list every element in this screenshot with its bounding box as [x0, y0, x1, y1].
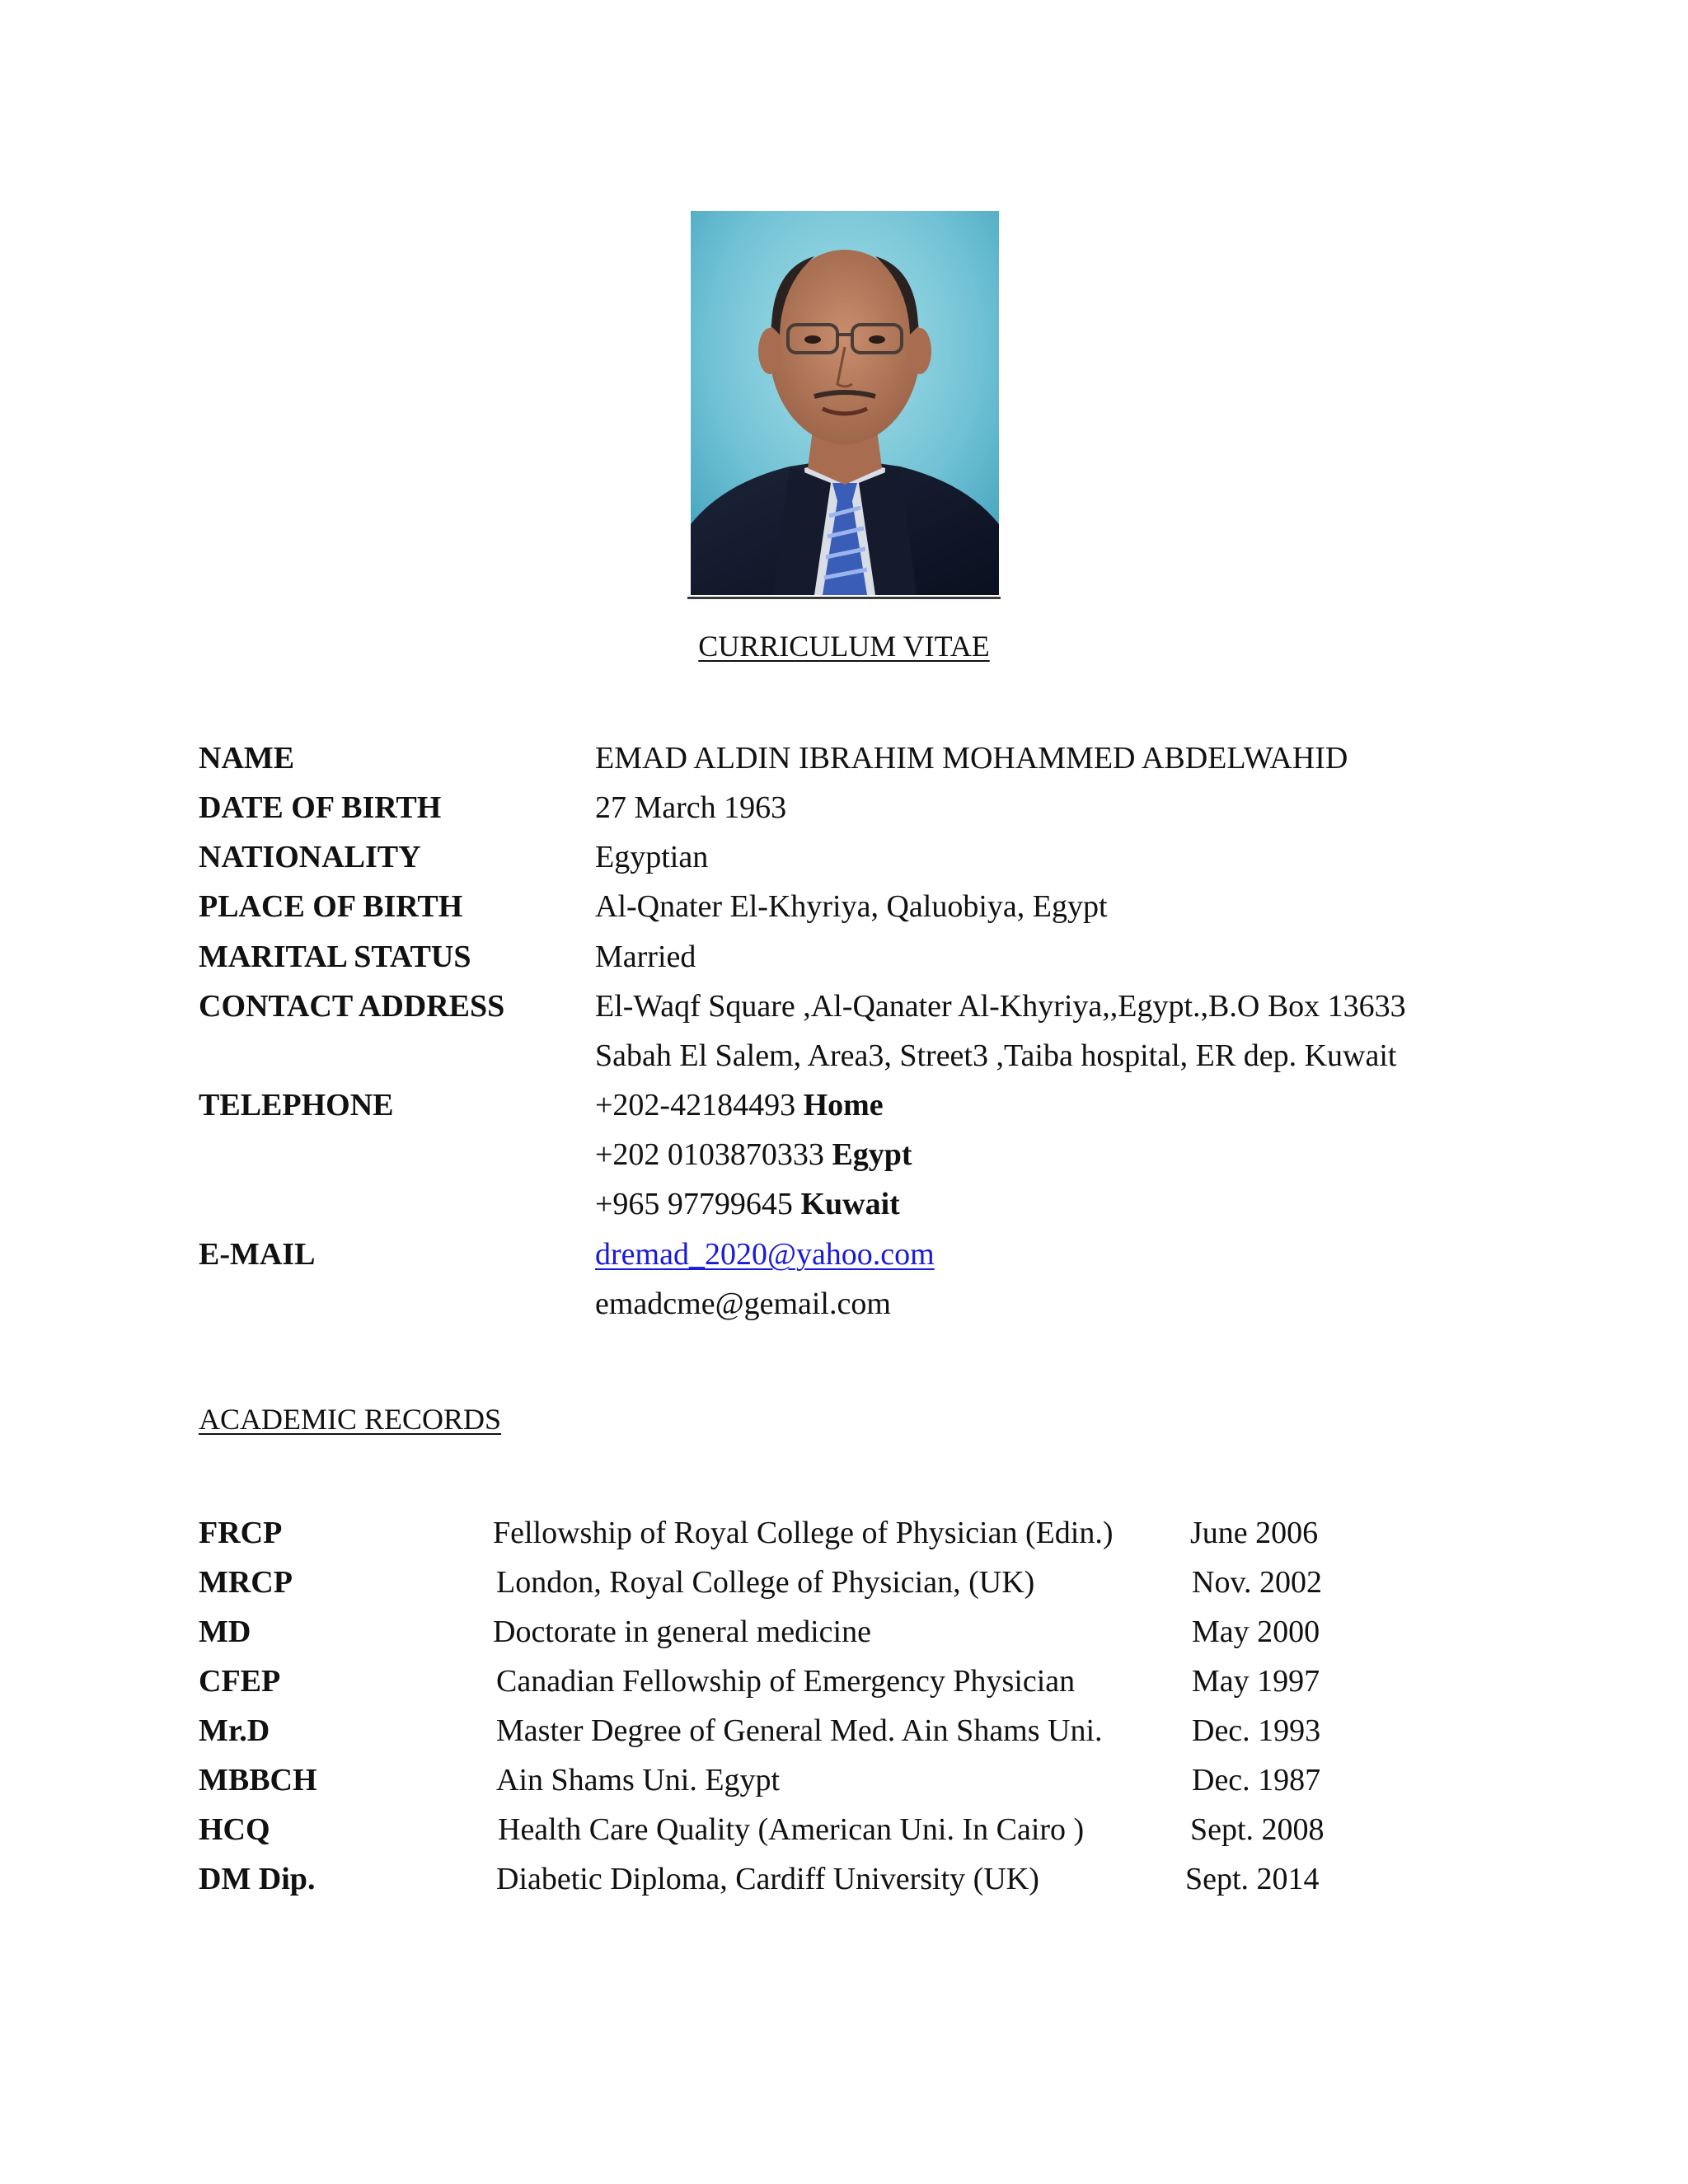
phone-kuwait [595, 1179, 900, 1229]
academic-record-row [0, 1805, 1688, 1854]
academic-records-heading: ACADEMIC RECORDS [199, 1403, 502, 1436]
academic-record-row [0, 1558, 1688, 1607]
phone-egypt-tag: Egypt [832, 1137, 912, 1172]
dob-row [0, 783, 1688, 832]
record-abbr: MRCP [199, 1565, 293, 1600]
name-value: EMAD ALDIN IBRAHIM MOHAMMED ABDELWAHID [595, 741, 1348, 776]
record-abbr: Mr.D [199, 1713, 270, 1748]
email-row [0, 1230, 1688, 1279]
marital-status-value: Married [595, 940, 696, 974]
record-description: Fellowship of Royal College of Physician (Edin.) [493, 1516, 1114, 1550]
marital-status-label: MARITAL STATUS [199, 940, 471, 974]
telephone-row [0, 1080, 1688, 1130]
record-date: June 2006 [1190, 1516, 1319, 1550]
nationality-value: Egyptian [595, 840, 709, 874]
record-date: Dec. 1987 [1192, 1763, 1321, 1797]
record-date: May 1997 [1192, 1664, 1320, 1699]
academic-record-row [0, 1657, 1688, 1706]
place-of-birth-label: PLACE OF BIRTH [199, 889, 463, 924]
record-description: Master Degree of General Med. Ain Shams Uni. [496, 1713, 1103, 1748]
place-of-birth-value: Al-Qnater El-Khyriya, Qaluobiya, Egypt [595, 889, 1108, 924]
telephone-row-3 [0, 1179, 1688, 1229]
marital-status-row [0, 932, 1688, 982]
record-abbr: MD [199, 1615, 251, 1649]
academic-record-row [0, 1706, 1688, 1755]
record-date: Sept. 2014 [1185, 1862, 1320, 1896]
record-date: Nov. 2002 [1192, 1565, 1322, 1600]
record-date: May 2000 [1192, 1615, 1320, 1649]
name-row [0, 733, 1688, 783]
telephone-row-2 [0, 1130, 1688, 1179]
record-date: Dec. 1993 [1192, 1713, 1321, 1748]
phone-home-tag: Home [803, 1088, 884, 1122]
record-abbr: HCQ [199, 1812, 270, 1847]
contact-address-row-2 [0, 1031, 1688, 1080]
place-of-birth-row [0, 882, 1688, 931]
record-abbr: CFEP [199, 1664, 281, 1699]
record-description: Canadian Fellowship of Emergency Physician [496, 1664, 1076, 1699]
phone-egypt-number: +202 0103870333 [595, 1137, 824, 1172]
academic-record-row [0, 1755, 1688, 1805]
profile-photo [691, 211, 999, 595]
phone-home [595, 1080, 884, 1130]
record-abbr: DM Dip. [199, 1862, 316, 1896]
record-description: Diabetic Diploma, Cardiff University (UK) [496, 1862, 1039, 1896]
name-label: NAME [199, 741, 295, 776]
photo-underline [687, 597, 1001, 599]
contact-address-line2: Sabah El Salem, Area3, Street3 ,Taiba hospital, ER dep. Kuwait [595, 1038, 1397, 1073]
phone-egypt [595, 1130, 912, 1179]
email-secondary: emadcme@gemail.com [595, 1286, 891, 1321]
academic-record-row [0, 1607, 1688, 1657]
email-label: E-MAIL [199, 1237, 316, 1272]
record-date: Sept. 2008 [1190, 1812, 1325, 1847]
dob-label: DATE OF BIRTH [199, 790, 442, 825]
record-description: Ain Shams Uni. Egypt [496, 1763, 781, 1797]
record-description: Doctorate in general medicine [493, 1615, 871, 1649]
contact-address-label: CONTACT ADDRESS [199, 989, 505, 1024]
telephone-label: TELEPHONE [199, 1088, 394, 1122]
academic-record-row [0, 1854, 1688, 1904]
nationality-row [0, 832, 1688, 882]
document-title [0, 628, 1688, 664]
academic-record-row [0, 1508, 1688, 1558]
contact-address-line1: El-Waqf Square ,Al-Qanater Al-Khyriya,,Egypt.,B.O Box 13633 [595, 989, 1406, 1024]
phone-home-number: +202-42184493 [595, 1088, 796, 1122]
phone-kuwait-tag: Kuwait [800, 1187, 900, 1221]
contact-address-row [0, 982, 1688, 1031]
email-primary-link[interactable]: dremad_2020@yahoo.com [595, 1237, 935, 1272]
document-title-text: CURRICULUM VITAE [698, 630, 990, 663]
nationality-label: NATIONALITY [199, 840, 421, 874]
record-abbr: FRCP [199, 1516, 283, 1550]
email-row-2 [0, 1279, 1688, 1329]
record-abbr: MBBCH [199, 1763, 317, 1797]
phone-kuwait-number: +965 97799645 [595, 1187, 793, 1221]
record-description: London, Royal College of Physician, (UK) [496, 1565, 1035, 1600]
dob-value: 27 March 1963 [595, 790, 787, 825]
record-description: Health Care Quality (American Uni. In Cairo ) [498, 1812, 1085, 1847]
